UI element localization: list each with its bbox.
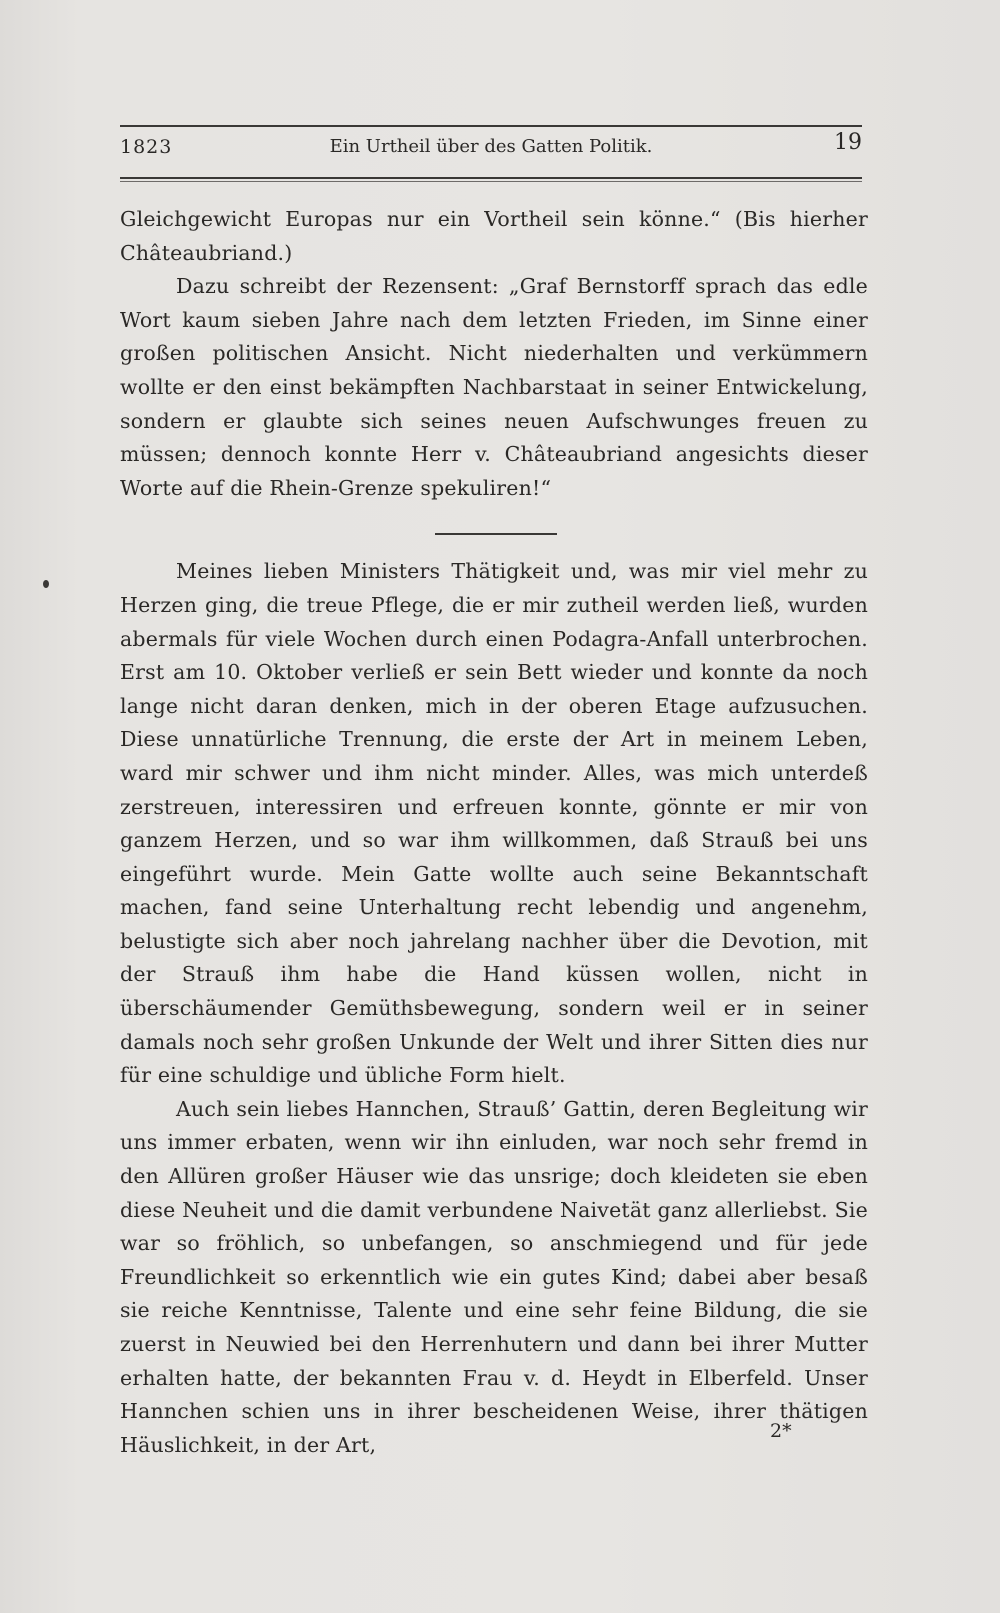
page-number: 19	[834, 130, 862, 155]
section-gap	[120, 505, 868, 555]
header-top-rule	[120, 125, 862, 127]
paragraph-3: Meines lieben Ministers Thätigkeit und, was mir viel mehr zu Herzen ging, die treue Pflege, die er mir zutheil werden ließ, wurden abermals für viele Wochen durch einen Podagra-Anfall unterbrochen. Erst am 10. Oktober verließ er sein Bett wieder und konnte da noch lange nicht daran denken, mich in der oberen Etage aufzusuchen. Diese unnatürliche Trennung, die erste der Art in meinem Leben, ward mir schwer und ihm nicht minder. Alles, was mich unterdeß zerstreuen, interessiren und erfreuen konnte, gönnte er mir von ganzem Herzen, und so war ihm willkommen, daß Strauß bei uns eingeführt wurde. Mein Gatte wollte auch seine Bekanntschaft machen, fand seine Unterhaltung recht lebendig und angenehm, belustigte sich aber noch jahrelang nachher über die Devotion, mit der Strauß ihm habe die Hand küssen wollen, nicht in überschäumender Gemüthsbewegung, sondern weil er in seiner damals noch sehr großen Unkunde der Welt und ihrer Sitten dies nur für eine schuldige und übliche Form hielt.	[120, 559, 868, 1088]
header-year: 1823	[120, 136, 173, 158]
paragraph-2: Dazu schreibt der Rezensent: „Graf Bernstorff sprach das edle Wort kaum sieben Jahre nach dem letzten Frieden, im Sinne einer großen politischen Ansicht. Nicht niederhalten und verkümmern wollte er den einst bekämpften Nachbarstaat in seiner Entwickelung, sondern er glaubte sich seines neuen Aufschwunges freuen zu müssen; dennoch konnte Herr v. Châteaubriand angesichts dieser Worte auf die Rhein-Grenze spekuliren!“	[120, 274, 868, 500]
paragraph-4: Auch sein liebes Hannchen, Strauß’ Gattin, deren Begleitung wir uns immer erbaten, wenn wir ihn einluden, war noch sehr fremd in den Allüren großer Häuser wie das unsrige; doch kleideten sie eben diese Neuheit und die damit verbundene Naivetät ganz allerliebst. Sie war so fröhlich, so unbefangen, so anschmiegend und für jede Freundlichkeit so erkenntlich wie ein gutes Kind; dabei aber besaß sie reiche Kenntnisse, Talente und eine sehr feine Bildung, die sie zuerst in Neuwied bei den Herrenhutern und dann bei ihrer Mutter erhalten hatte, der bekannten Frau v. d. Heydt in Elberfeld. Unser Hannchen schien uns in ihrer bescheidenen Weise, ihrer thätigen Häuslichkeit, in der Art,	[120, 1096, 868, 1457]
signature-mark: 2*	[770, 1420, 792, 1442]
paragraph-1: Gleichgewicht Europas nur ein Vortheil sein könne.“ (Bis hierher Châteaubriand.)	[120, 207, 868, 265]
page-body	[120, 203, 868, 1462]
running-header	[120, 130, 862, 166]
header-bottom-rule	[120, 177, 862, 179]
header-title: Ein Urtheil über des Gatten Politik.	[329, 136, 653, 157]
margin-mark	[43, 580, 49, 588]
section-separator	[435, 533, 557, 535]
header-bottom-rule-thin	[120, 181, 862, 182]
